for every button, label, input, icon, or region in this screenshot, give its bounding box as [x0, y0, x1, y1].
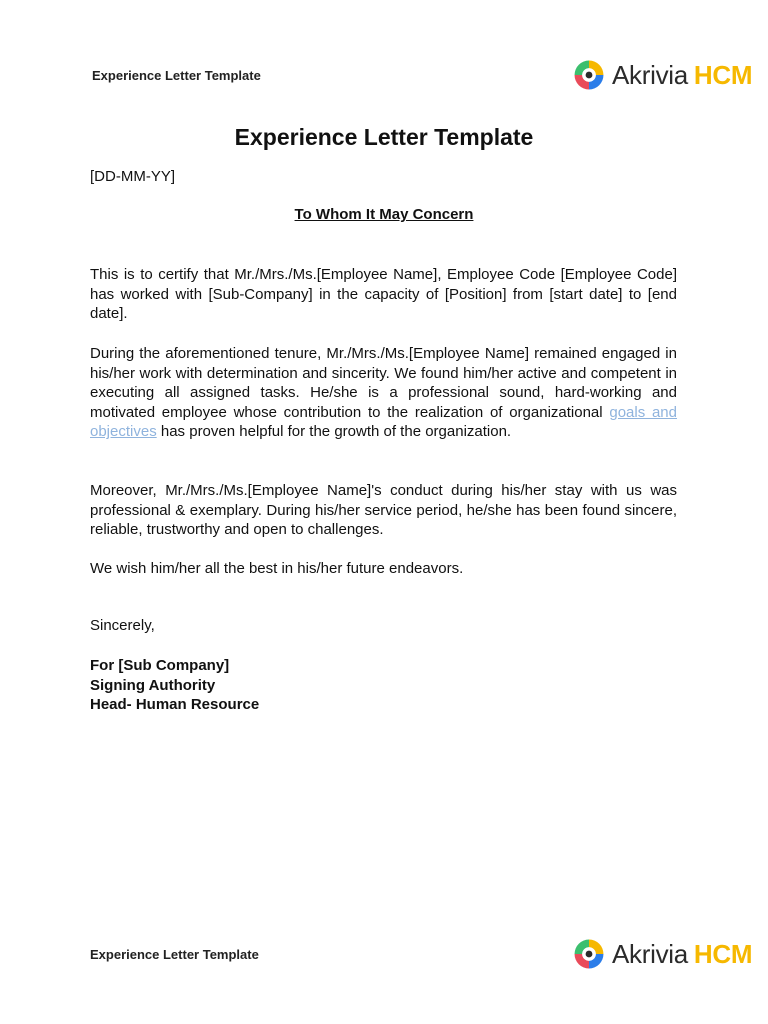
header-label: Experience Letter Template [92, 68, 261, 83]
logo-suffix: HCM [693, 938, 753, 969]
paragraph-certification: This is to certify that Mr./Mrs./Ms.[Employee Name], Employee Code [Employee Code] has worked with [Sub-Company] in the capacity of [Position] from [start date] to [end date]. [90, 266, 677, 323]
paragraph-tenure [90, 344, 677, 442]
paragraph-wishes: We wish him/her all the best in his/her future endeavors. [90, 560, 464, 577]
signature-block [90, 656, 259, 715]
salutation [0, 206, 768, 223]
logo-name-text: Akrivia [612, 938, 688, 969]
closing: Sincerely, [90, 617, 155, 634]
footer-logo [572, 934, 752, 974]
paragraph-conduct: Moreover, Mr./Mrs./Ms.[Employee Name]'s conduct during his/her stay with us was professional & exemplary. During his/her service period, he/she has been found sincere, reliable, trustworthy and open to challenges. [90, 482, 677, 539]
goals-objectives-link[interactable]: goals and objectives [90, 403, 677, 441]
signature-company: For [Sub Company] [90, 657, 230, 674]
logo-name-text: Akrivia [612, 59, 688, 90]
signature-title: Head- Human Resource [90, 696, 260, 714]
akrivia-logo-icon [572, 58, 606, 92]
logo-name [612, 60, 752, 91]
logo-name [612, 939, 752, 970]
logo-suffix: HCM [693, 59, 753, 90]
paragraph-tenure-text: During the aforementioned tenure, Mr./Mrs./Ms.[Employee Name] remained engaged in his/her work with determination and sincerity. We found him/her active and competent in executing all assigned tasks. He/she is a professional sound, hard-working and motivated employee whose contribution to the realization of organizational [90, 345, 677, 421]
akrivia-logo-icon [572, 937, 606, 971]
header-logo [572, 55, 752, 95]
date-placeholder: [DD-MM-YY] [90, 168, 175, 185]
paragraph-tenure-text-end: has proven helpful for the growth of the organization. [156, 423, 512, 441]
signature-authority: Signing Authority [90, 676, 216, 694]
salutation-text: To Whom It May Concern [294, 206, 474, 223]
footer-label: Experience Letter Template [90, 947, 259, 962]
document-title: Experience Letter Template [234, 124, 534, 150]
